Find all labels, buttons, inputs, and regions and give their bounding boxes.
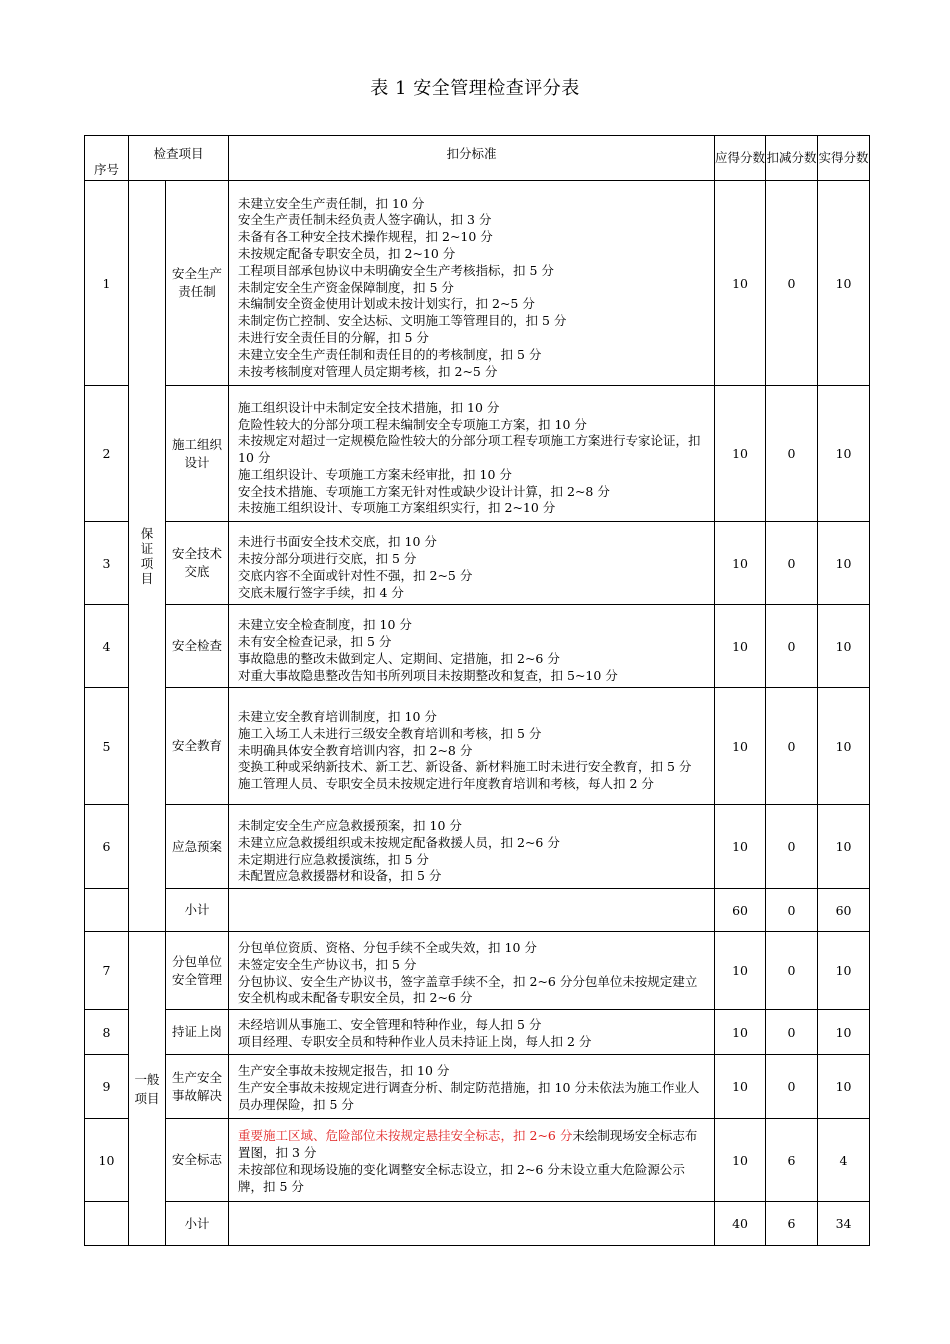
row-seq: 6 [85, 805, 129, 889]
row-actual: 10 [818, 1055, 870, 1119]
row-actual: 10 [818, 688, 870, 805]
row-deduct: 0 [766, 688, 818, 805]
row-due: 10 [715, 605, 766, 688]
header-row [85, 136, 870, 181]
header-deduct: 扣减分数 [766, 136, 818, 181]
row-seq: 10 [85, 1119, 129, 1202]
table-row [85, 386, 870, 522]
row-actual: 10 [818, 181, 870, 386]
subtotal-actual: 34 [818, 1202, 870, 1246]
group-general: 一般项目 [129, 932, 166, 1246]
subtotal-seq [85, 1202, 129, 1246]
header-actual: 实得分数 [818, 136, 870, 181]
row-item: 安全教育 [166, 688, 229, 805]
row-standard: 生产安全事故未按规定报告，扣 10 分 生产安全事故未按规定进行调查分析、制定防范措施，扣 10 分未依法为施工作业人员办理保险，扣 5 分 [229, 1055, 715, 1119]
row-actual: 10 [818, 932, 870, 1010]
table-row [85, 605, 870, 688]
row-standard: 未经培训从事施工、安全管理和特种作业，每人扣 5 分 项目经理、专职安全员和特种作业人员未持证上岗，每人扣 2 分 [229, 1010, 715, 1055]
row-deduct: 0 [766, 932, 818, 1010]
row-item: 安全标志 [166, 1119, 229, 1202]
row-due: 10 [715, 932, 766, 1010]
table-row [85, 1010, 870, 1055]
row-actual: 4 [818, 1119, 870, 1202]
row-seq: 2 [85, 386, 129, 522]
row-seq: 7 [85, 932, 129, 1010]
header-due: 应得分数 [715, 136, 766, 181]
row-standard: 未建立安全检查制度，扣 10 分 未有安全检查记录，扣 5 分 事故隐患的整改未做到定人、定期间、定措施，扣 2~6 分 对重大事故隐患整改告知书所列项目未按期整改和复查，扣 5~10 分 [229, 605, 715, 688]
table-row [85, 181, 870, 386]
subtotal-row [85, 1202, 870, 1246]
row-seq: 5 [85, 688, 129, 805]
subtotal-row [85, 889, 870, 932]
row-deduct: 0 [766, 605, 818, 688]
row-actual: 10 [818, 1010, 870, 1055]
row-item: 安全技术交底 [166, 522, 229, 605]
row-item: 安全生产责任制 [166, 181, 229, 386]
row-deduct: 0 [766, 1010, 818, 1055]
subtotal-standard [229, 889, 715, 932]
row-seq: 1 [85, 181, 129, 386]
row-deduct: 0 [766, 805, 818, 889]
row-item: 安全检查 [166, 605, 229, 688]
subtotal-standard [229, 1202, 715, 1246]
page-title: 表 1 安全管理检查评分表 [370, 78, 580, 99]
table-row [85, 522, 870, 605]
row-item: 生产安全事故解决 [166, 1055, 229, 1119]
row-actual: 10 [818, 805, 870, 889]
row-seq: 9 [85, 1055, 129, 1119]
row-deduct: 0 [766, 522, 818, 605]
row-due: 10 [715, 181, 766, 386]
row-due: 10 [715, 1119, 766, 1202]
row-due: 10 [715, 386, 766, 522]
header-standard: 扣分标准 [229, 136, 715, 181]
subtotal-deduct: 6 [766, 1202, 818, 1246]
table-row [85, 688, 870, 805]
header-seq: 序号 [85, 136, 129, 181]
row-item: 施工组织设计 [166, 386, 229, 522]
row-standard: 未建立安全教育培训制度，扣 10 分 施工入场工人未进行三级安全教育培训和考核，扣 5 分 未明确具体安全教育培训内容，扣 2~8 分 变换工种或采纳新技术、新工艺、新设备、新材料施工时未进行安全教育，扣 5 分 施工管理人员、专职安全员未按规定进行年度教育培训和考核，每人扣 2 分 [229, 688, 715, 805]
row-due: 10 [715, 1055, 766, 1119]
row-due: 10 [715, 805, 766, 889]
subtotal-due: 40 [715, 1202, 766, 1246]
row-due: 10 [715, 522, 766, 605]
row-standard: 未建立安全生产责任制，扣 10 分 安全生产责任制未经负责人签字确认，扣 3 分 未备有各工种安全技术操作规程，扣 2~10 分 未按规定配备专职安全员，扣 2~10 分 工程项目部承包协议中未明确安全生产考核指标，扣 5 分 未制定安全生产资金保障制度，扣 5 分 未编制安全资金使用计划或未按计划实行，扣 2~5 分 未制定伤亡控制、安全达标、文明施工等管理目的，扣 5 分 未进行安全责任目的分解，扣 5 分 未建立安全生产责任制和责任目的的考核制度，扣 5 分 未按考核制度对管理人员定期考核，扣 2~5 分 [229, 181, 715, 386]
subtotal-seq [85, 889, 129, 932]
row-deduct: 6 [766, 1119, 818, 1202]
row-standard: 施工组织设计中未制定安全技术措施，扣 10 分 危险性较大的分部分项工程未编制安全专项施工方案，扣 10 分 未按规定对超过一定规模危险性较大的分部分项工程专项施工方案进行专家论证，扣 10 分 施工组织设计、专项施工方案未经审批，扣 10 分 安全技术措施、专项施工方案无针对性或缺少设计计算，扣 2~8 分 未按施工组织设计、专项施工方案组织实行，扣 2~10 分 [229, 386, 715, 522]
table-row [85, 1055, 870, 1119]
row-standard: 未制定安全生产应急救援预案，扣 10 分 未建立应急救援组织或未按规定配备救援人员，扣 2~6 分 未定期进行应急救援演练，扣 5 分 未配置应急救援器材和设备，扣 5 分 [229, 805, 715, 889]
row-actual: 10 [818, 522, 870, 605]
row-deduct: 0 [766, 1055, 818, 1119]
row-item: 应急预案 [166, 805, 229, 889]
row-due: 10 [715, 1010, 766, 1055]
row-due: 10 [715, 688, 766, 805]
row-seq: 8 [85, 1010, 129, 1055]
header-item: 检查项目 [129, 136, 229, 181]
subtotal-due: 60 [715, 889, 766, 932]
subtotal-label: 小计 [166, 1202, 229, 1246]
table-row [85, 932, 870, 1010]
row-deduct: 0 [766, 386, 818, 522]
row-item: 持证上岗 [166, 1010, 229, 1055]
subtotal-actual: 60 [818, 889, 870, 932]
row-item: 分包单位安全管理 [166, 932, 229, 1010]
subtotal-label: 小计 [166, 889, 229, 932]
row-actual: 10 [818, 605, 870, 688]
highlighted-deduction: 重要施工区域、危险部位未按规定悬挂安全标志，扣 2~6 分 [238, 1128, 573, 1144]
row-seq: 3 [85, 522, 129, 605]
table-row [85, 805, 870, 889]
row-standard: 未进行书面安全技术交底，扣 10 分 未按分部分项进行交底，扣 5 分 交底内容不全面或针对性不强，扣 2~5 分 交底未履行签字手续，扣 4 分 [229, 522, 715, 605]
row-standard: 分包单位资质、资格、分包手续不全或失效，扣 10 分 未签定安全生产协议书，扣 5 分 分包协议、安全生产协议书，签字盖章手续不全，扣 2~6 分分包单位未按规定建立安全机构或未配备专职安全员，扣 2~6 分 [229, 932, 715, 1010]
table-row [85, 1119, 870, 1202]
score-table [84, 135, 870, 1246]
row-standard: 重要施工区域、危险部位未按规定悬挂安全标志，扣 2~6 分未绘制现场安全标志布置图，扣 3 分 未按部位和现场设施的变化调整安全标志设立，扣 2~6 分未设立重大危险源公示牌，扣 5 分 [229, 1119, 715, 1202]
group-guarantee: 保证项目 [129, 181, 166, 932]
row-deduct: 0 [766, 181, 818, 386]
subtotal-deduct: 0 [766, 889, 818, 932]
row-actual: 10 [818, 386, 870, 522]
row-seq: 4 [85, 605, 129, 688]
